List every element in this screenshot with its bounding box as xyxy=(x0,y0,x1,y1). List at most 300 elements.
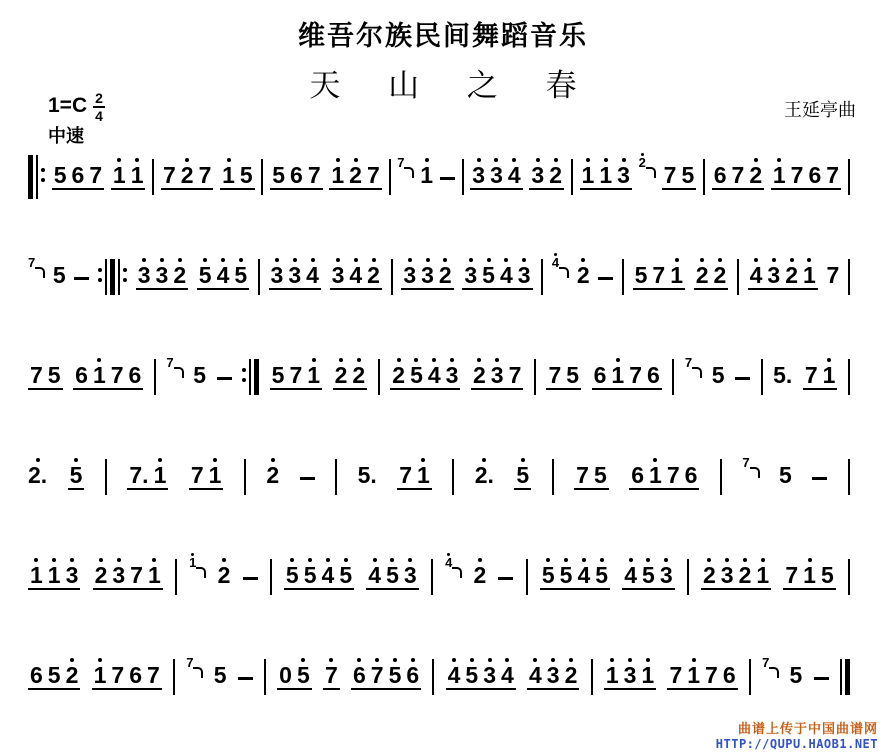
note-digit: 7 xyxy=(307,162,321,188)
note-digit: 1 xyxy=(307,362,321,388)
note-digit: 1 xyxy=(112,162,126,188)
note xyxy=(465,656,478,686)
note-digit: 5 xyxy=(47,662,61,688)
repeat-dot xyxy=(123,268,127,272)
note-digit: 2 xyxy=(367,262,380,288)
grace-note xyxy=(397,151,414,178)
note-digit: 7 xyxy=(130,562,143,588)
grace-tie-hook xyxy=(769,667,779,678)
repeat-dots xyxy=(98,268,102,282)
note-digit: 7 xyxy=(190,462,204,488)
barline xyxy=(270,556,272,595)
repeat-dots xyxy=(41,168,45,182)
note-digit: 3 xyxy=(483,662,496,688)
note-digit: 7 xyxy=(826,262,840,288)
note xyxy=(191,456,204,486)
barline-thin xyxy=(431,559,433,595)
note xyxy=(508,156,521,186)
note-digit: 3 xyxy=(403,262,417,288)
note-digit: 2 xyxy=(749,162,763,188)
barline xyxy=(242,356,259,395)
note xyxy=(595,556,608,586)
note-digit: 2 xyxy=(392,362,406,388)
sixteenth-run xyxy=(399,456,430,490)
beat-group xyxy=(329,156,381,190)
barline xyxy=(175,556,177,595)
note-digit: 7 xyxy=(652,262,666,288)
note xyxy=(66,556,79,586)
score-line xyxy=(28,656,850,702)
note-digit: 5. xyxy=(357,462,377,488)
note xyxy=(687,656,700,686)
note-digit: 1 xyxy=(331,162,345,188)
note xyxy=(805,356,818,386)
note-digit: 0 xyxy=(279,662,292,688)
note xyxy=(70,456,83,486)
note xyxy=(516,456,529,486)
note xyxy=(129,456,148,486)
grace-digit: 7 xyxy=(28,255,36,270)
barline xyxy=(526,556,528,595)
note-digit: 5 xyxy=(339,562,353,588)
note-digit: 5 xyxy=(296,662,310,688)
sixteenth-run xyxy=(75,356,141,390)
grace-tie-hook xyxy=(404,167,414,178)
composer-credit: 王延亭曲 xyxy=(784,100,856,120)
note-digit: 3 xyxy=(720,562,734,588)
beat-group xyxy=(592,356,662,390)
barline xyxy=(591,656,593,695)
barline-thin xyxy=(761,359,763,395)
barline xyxy=(848,356,850,395)
note xyxy=(111,356,124,386)
note-digit: 1 xyxy=(93,662,107,688)
note-digit: 7 xyxy=(576,462,589,488)
barline-thin xyxy=(534,359,536,395)
note-digit: 3 xyxy=(137,262,151,288)
beat-group xyxy=(540,556,610,590)
note-digit: 6 xyxy=(593,362,607,388)
note xyxy=(472,156,485,186)
note-digit: 4 xyxy=(507,162,521,188)
note xyxy=(713,256,726,286)
beat-group xyxy=(127,456,168,490)
barline-thin xyxy=(118,259,120,295)
grace-note xyxy=(189,551,206,578)
duration-dash xyxy=(217,377,232,380)
note-digit: 2 xyxy=(473,362,486,388)
note xyxy=(647,356,660,386)
note-digit: 3 xyxy=(490,162,503,188)
note xyxy=(705,656,718,686)
note xyxy=(549,156,562,186)
note xyxy=(750,256,763,286)
sixteenth-run xyxy=(349,256,380,290)
note-digit: 5 xyxy=(789,662,803,688)
sixteenth-run xyxy=(652,256,683,290)
note xyxy=(399,456,412,486)
note xyxy=(594,356,607,386)
note-digit: 2 xyxy=(266,462,280,488)
beat-group xyxy=(28,656,80,690)
beat-group xyxy=(351,656,421,690)
beat-group xyxy=(622,556,674,590)
grace-note xyxy=(639,151,656,178)
sixteenth-run xyxy=(368,556,399,590)
sixteenth-run xyxy=(156,256,187,290)
note-digit: 2 xyxy=(564,662,578,688)
meter-numerator: 2 xyxy=(95,90,103,106)
sixteenth-run xyxy=(290,156,321,190)
sixteenth-run xyxy=(606,656,637,690)
note-digit: 1 xyxy=(417,462,430,488)
grace-digit: 7 xyxy=(684,355,693,370)
sixteenth-run xyxy=(217,256,248,290)
score xyxy=(28,156,850,756)
note xyxy=(308,156,321,186)
repeat-dots xyxy=(123,268,127,282)
barline xyxy=(571,156,573,195)
beat-group xyxy=(667,656,737,690)
note-digit: 2 xyxy=(576,262,590,288)
barline xyxy=(152,156,154,195)
note-digit: 5 xyxy=(482,262,495,288)
note xyxy=(826,156,839,186)
barline-thin xyxy=(703,159,705,195)
note xyxy=(642,556,655,586)
beat-group xyxy=(662,156,697,190)
note xyxy=(386,556,399,586)
repeat-dot xyxy=(41,168,45,172)
note-digit: 4 xyxy=(216,262,230,288)
beat-group xyxy=(401,256,453,290)
note-digit: 1 xyxy=(30,562,43,588)
duration-dash xyxy=(498,577,513,580)
barline xyxy=(541,256,543,295)
note-digit: 5 xyxy=(69,462,83,488)
note xyxy=(332,256,345,286)
note xyxy=(464,256,477,286)
beat-group xyxy=(701,556,771,590)
note xyxy=(367,156,380,186)
note xyxy=(803,556,816,586)
note xyxy=(483,656,496,686)
barline-thin xyxy=(720,459,722,495)
note-digit: 1 xyxy=(611,362,625,388)
repeat-dot xyxy=(98,268,102,272)
beat-group xyxy=(136,256,188,290)
note xyxy=(803,256,816,286)
barline-thin xyxy=(175,559,177,595)
grace-note-column xyxy=(742,451,749,469)
sixteenth-run xyxy=(631,456,697,490)
duration-dash xyxy=(300,477,315,480)
note-digit: 4 xyxy=(500,662,514,688)
note xyxy=(209,456,222,486)
barline-thin xyxy=(848,559,850,595)
sixteenth-run xyxy=(289,356,320,390)
note xyxy=(147,656,160,686)
note xyxy=(129,656,142,686)
note xyxy=(240,156,253,186)
note xyxy=(475,456,494,486)
barline-thin xyxy=(378,359,380,395)
note xyxy=(531,156,544,186)
note-digit: 5 xyxy=(541,562,555,588)
beat-group xyxy=(462,256,532,290)
note-digit: 5 xyxy=(634,262,648,288)
beat-group xyxy=(470,156,522,190)
note-digit: 6 xyxy=(808,162,822,188)
beat-group xyxy=(529,156,564,190)
note xyxy=(491,356,504,386)
note xyxy=(547,656,560,686)
note xyxy=(617,156,630,186)
note xyxy=(367,256,380,286)
note xyxy=(624,556,637,586)
note xyxy=(594,456,607,486)
note xyxy=(271,256,284,286)
sixteenth-run xyxy=(154,456,167,490)
barline-thin xyxy=(261,159,263,195)
sixteenth-run xyxy=(392,356,458,390)
grace-tie-hook xyxy=(452,567,462,578)
duration-dash xyxy=(243,577,258,580)
note-digit: 1 xyxy=(130,162,144,188)
note-digit: 5 xyxy=(193,362,206,388)
barline xyxy=(173,656,175,695)
note-digit: 2. xyxy=(28,462,48,488)
note-digit: 5 xyxy=(213,662,227,688)
note xyxy=(181,156,194,186)
note xyxy=(773,356,792,386)
note-digit: 5 xyxy=(234,262,248,288)
barline-thin xyxy=(154,359,156,395)
note-digit: 4 xyxy=(577,562,591,588)
note-digit: 5 xyxy=(47,362,61,388)
note xyxy=(368,556,381,586)
note xyxy=(138,256,151,286)
barline xyxy=(98,256,127,295)
barline-thin xyxy=(462,159,464,195)
note xyxy=(577,556,590,586)
note-digit: 2 xyxy=(473,562,487,588)
barline xyxy=(264,656,266,695)
score-line xyxy=(28,356,850,402)
barline-thin xyxy=(389,159,391,195)
note-digit: 7 xyxy=(785,562,799,588)
sixteenth-run xyxy=(325,656,338,690)
beat-group xyxy=(803,356,838,390)
note xyxy=(529,656,542,686)
barline-thin xyxy=(571,159,573,195)
grace-note xyxy=(762,651,779,678)
barline xyxy=(749,656,751,695)
note xyxy=(218,556,231,586)
note-digit: 7 xyxy=(89,162,103,188)
beat-group xyxy=(748,256,818,290)
note-digit: 2 xyxy=(695,262,709,288)
note-digit: 6 xyxy=(722,662,736,688)
barline-thin xyxy=(335,459,337,495)
grace-tie-hook xyxy=(646,167,656,178)
note-digit: 6 xyxy=(128,362,142,388)
sixteenth-run xyxy=(286,556,352,590)
key-signature: 1=C xyxy=(48,94,88,117)
beat-group xyxy=(323,656,340,690)
sixteenth-run xyxy=(181,156,212,190)
note xyxy=(582,156,595,186)
note-digit: 1 xyxy=(687,662,701,688)
note-digit: 7 xyxy=(548,362,562,388)
note xyxy=(89,156,102,186)
note-digit: 1 xyxy=(222,162,235,188)
note xyxy=(703,556,716,586)
note xyxy=(288,256,301,286)
beat-group xyxy=(93,556,163,590)
note-digit: 3 xyxy=(517,262,531,288)
note xyxy=(566,356,579,386)
note xyxy=(652,256,665,286)
sixteenth-run xyxy=(421,256,452,290)
note-digit: 3 xyxy=(421,262,434,288)
note xyxy=(560,556,573,586)
barline-thin xyxy=(258,259,260,295)
note xyxy=(721,556,734,586)
note-digit: 3 xyxy=(331,262,345,288)
note xyxy=(611,356,624,386)
barline-thin xyxy=(840,659,842,695)
note-digit: 5 xyxy=(779,462,792,488)
note-digit: 7 xyxy=(826,162,840,188)
beat-group xyxy=(28,356,63,390)
barline-thin xyxy=(432,659,434,695)
note xyxy=(322,556,335,586)
note xyxy=(785,556,798,586)
note-digit: 3 xyxy=(464,262,478,288)
note-digit: 7 xyxy=(666,462,680,488)
note xyxy=(576,456,589,486)
note-digit: 1 xyxy=(47,562,61,588)
song-title: 天 山 之 春 xyxy=(309,68,597,103)
note xyxy=(48,556,61,586)
beat-group xyxy=(333,356,368,390)
beat-group xyxy=(28,556,80,590)
note xyxy=(446,356,459,386)
barline-thick xyxy=(28,155,33,199)
grace-tie-hook xyxy=(35,267,45,278)
note-digit: 7 xyxy=(110,362,124,388)
sixteenth-run xyxy=(805,356,836,390)
note xyxy=(222,156,235,186)
note-digit: 7 xyxy=(508,362,522,388)
beat-group xyxy=(52,156,104,190)
note xyxy=(565,656,578,686)
note xyxy=(358,456,377,486)
note xyxy=(28,456,47,486)
note xyxy=(289,356,302,386)
barline xyxy=(154,356,156,395)
beat-group xyxy=(604,656,656,690)
note-digit: 1 xyxy=(803,262,816,288)
note xyxy=(785,256,798,286)
note-digit: 1 xyxy=(803,562,816,588)
score-line xyxy=(28,456,850,502)
barline-thick xyxy=(845,659,850,695)
note xyxy=(154,456,167,486)
note xyxy=(75,356,88,386)
note-digit: 3 xyxy=(288,262,302,288)
note xyxy=(371,656,384,686)
sixteenth-run xyxy=(529,656,560,690)
sixteenth-run xyxy=(48,656,79,690)
grace-digit: 1 xyxy=(189,555,197,570)
note xyxy=(500,256,513,286)
note-digit: 2 xyxy=(352,362,366,388)
barline xyxy=(761,356,763,395)
note-digit: 1 xyxy=(756,562,770,588)
note-digit: 4 xyxy=(306,262,319,288)
grace-digit: 4 xyxy=(551,255,560,270)
note-digit: 2 xyxy=(173,262,187,288)
beat-group xyxy=(92,656,162,690)
note xyxy=(163,156,176,186)
note xyxy=(48,656,61,686)
barline-thin xyxy=(452,459,454,495)
barline-thin xyxy=(244,459,246,495)
note-digit: 7 xyxy=(663,162,677,188)
score-line xyxy=(28,156,850,202)
note xyxy=(667,456,680,486)
barline-thin xyxy=(552,459,554,495)
note-digit: 5. xyxy=(773,362,793,388)
note-digit: 1 xyxy=(641,662,655,688)
note-digit: 6 xyxy=(684,462,698,488)
barline-thin xyxy=(105,259,107,295)
note-digit: 5 xyxy=(410,362,423,388)
barline xyxy=(703,156,705,195)
grace-digit: 7 xyxy=(742,455,750,470)
note-digit: 2 xyxy=(702,562,716,588)
note xyxy=(331,156,344,186)
note xyxy=(599,156,612,186)
barline xyxy=(389,156,391,195)
repeat-dot xyxy=(41,178,45,182)
note xyxy=(714,156,727,186)
note xyxy=(670,256,683,286)
beat-group xyxy=(514,456,531,490)
barline-thin xyxy=(152,159,154,195)
note xyxy=(30,356,43,386)
note-digit: 1 xyxy=(772,162,786,188)
note xyxy=(72,156,85,186)
grace-note xyxy=(28,251,45,278)
note xyxy=(217,256,230,286)
barline xyxy=(105,456,107,495)
note xyxy=(290,156,303,186)
barline-thin xyxy=(105,459,107,495)
barline xyxy=(552,456,554,495)
note-digit: 5 xyxy=(681,162,695,188)
sixteenth-run xyxy=(464,256,530,290)
grace-tie-hook xyxy=(692,367,702,378)
barline-thick xyxy=(254,359,259,395)
beat-group xyxy=(270,156,322,190)
note xyxy=(307,356,320,386)
barline xyxy=(848,456,850,495)
note-digit: 7 xyxy=(705,662,718,688)
note-digit: 1 xyxy=(581,162,595,188)
